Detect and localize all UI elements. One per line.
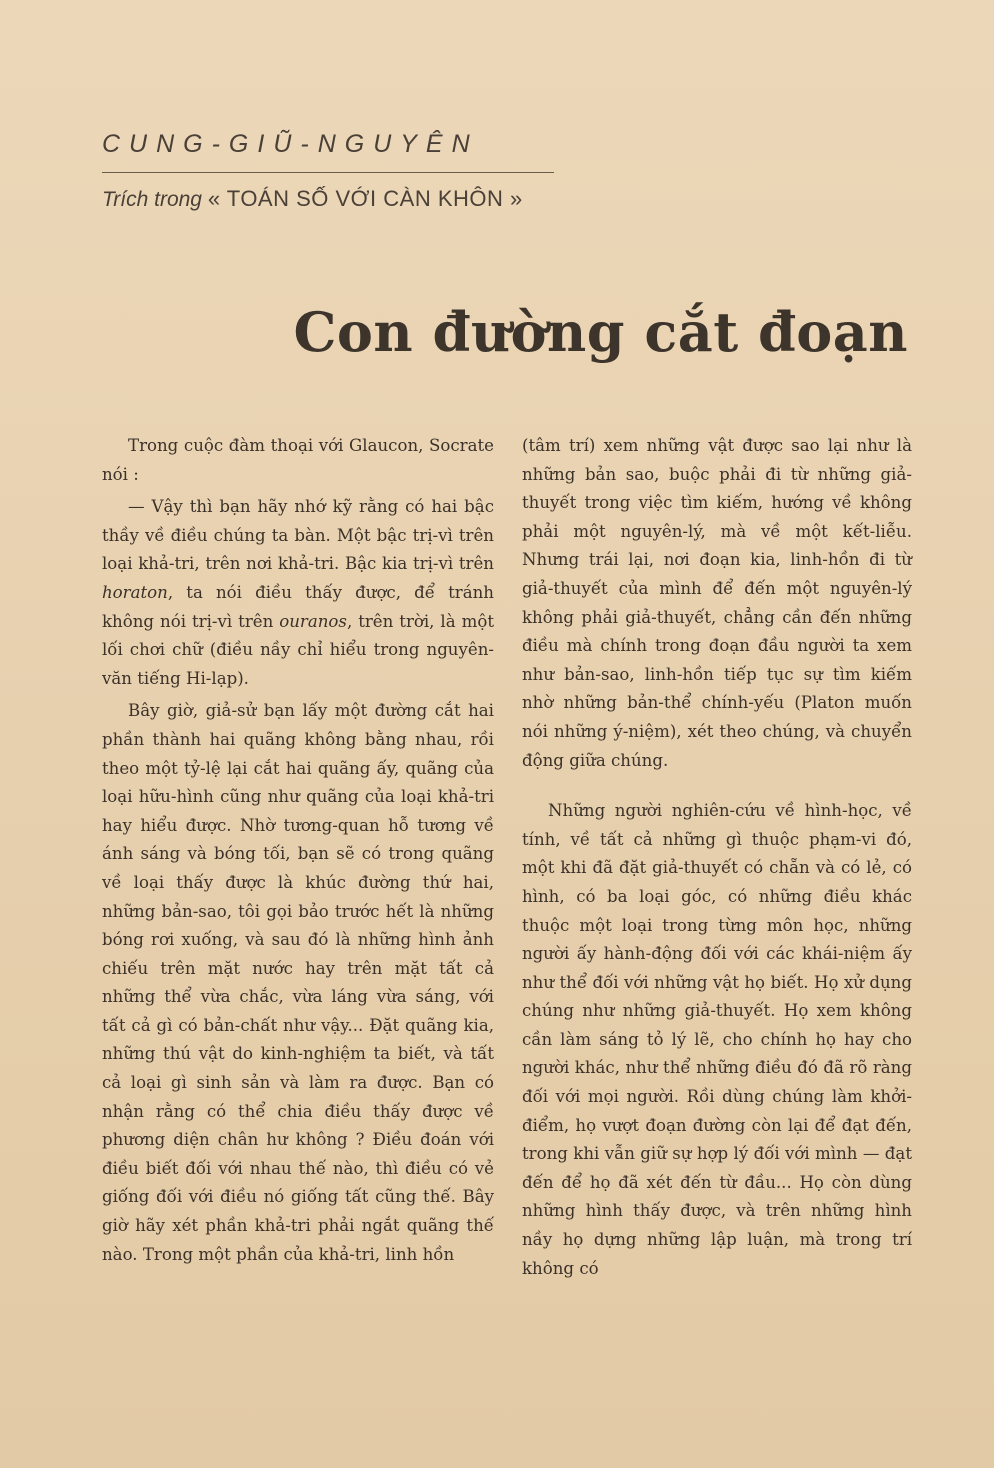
paragraph: Những người nghiên-cứu về hình-học, về tính, về tất cả những gì thuộc phạm-vi đó, một khi đã đặt giả-thuyết có chẵn và có lẻ, có hình, có ba loại góc, có những điều khác thuộc một loại trong từng môn học, những người ấy hành-động đối với các khái-niệm ấy như thể đối với những vật họ biết. Họ xử dụng chúng như những giả-thuyết. Họ xem không cần làm sáng tỏ lý lẽ, cho chính họ hay cho người khác, như thể những điều đó đã rõ ràng đối với mọi người. Rồi dùng chúng làm khởi-điểm, họ vượt đoạn đường còn lại để đạt đến, trong khi vẫn giữ sự hợp lý đối với mình — đạt đến để họ đã xét đến từ đầu... Họ còn dùng những hình thấy được, và trên những hình nầy họ dựng những lập luận, mà trong trí không có (522, 801, 912, 1278)
text-run: — Vậy thì bạn hãy nhớ kỹ rằng có hai bậc thầy về điều chúng ta bàn. Một bậc trị-vì trên loại khả-tri, trên nơi khả-tri. Bậc kia trị-vì trên (102, 497, 494, 574)
paragraph (102, 493, 494, 693)
author-name: CUNG-GIŨ-NGUYÊN (102, 130, 479, 158)
italic-term: horaton (102, 582, 168, 602)
source-book: « TOÁN SỐ VỚI CÀN KHÔN » (207, 186, 523, 211)
header-divider (102, 172, 554, 173)
source-prefix: Trích trong (102, 188, 202, 211)
text-run: , ta nói điều thấy được, để tránh không nói trị-vì trên (102, 582, 494, 631)
italic-term: ouranos (279, 611, 347, 631)
left-column (102, 432, 494, 1273)
text-run: , trên trời, là một lối chơi chữ (điều nầy chỉ hiểu trong nguyên-văn tiếng Hi-lạp). (102, 611, 494, 688)
source-line (102, 186, 523, 212)
paragraph: Bây giờ, giả-sử bạn lấy một đường cắt hai phần thành hai quãng không bằng nhau, rồi theo một tỷ-lệ lại cắt hai quãng ấy, quãng của loại hữu-hình cũng như quãng của loại khả-tri hay hiểu được. Nhờ tương-quan hỗ tương về ánh sáng và bóng tối, bạn sẽ có trong quãng về loại thấy được là khúc đường thứ hai, những bản-sao, tôi gọi bảo trước hết là những bóng rơi xuống, và sau đó là những hình ảnh chiếu trên mặt nước hay trên mặt tất cả những thể vừa chắc, vừa láng vừa sáng, với tất cả gì có bản-chất như vậy... Đặt quãng kia, những thú vật do kinh-nghiệm ta biết, và tất cả loại gì sinh sản và làm ra được. Bạn có nhận rằng có thể chia điều thấy được về phương diện chân hư không ? Điều đoán với điều biết đối với nhau thế nào, thì điều có vẻ giống đối với điều nó giống tất cũng thế. Bây giờ hãy xét phần khả-tri phải ngắt quãng thế nào. Trong một phần của khả-tri, linh hồn (102, 701, 494, 1264)
paragraph: (tâm trí) xem những vật được sao lại như là những bản sao, buộc phải đi từ những giả-thuyết trong việc tìm kiếm, hướng về không phải một nguyên-lý, mà về một kết-liễu. Nhưng trái lại, nơi đoạn kia, linh-hồn đi từ giả-thuyết của mình để đến một nguyên-lý không phải giả-thuyết, chẳng cần đến những điều mà chính trong đoạn đầu người ta xem như bản-sao, linh-hồn tiếp tục sự tìm kiếm nhờ những bản-thể chính-yếu (Platon muốn nói những ý-niệm), xét theo chúng, và chuyển động giữa chúng. (522, 436, 912, 770)
paragraph: Trong cuộc đàm thoại với Glaucon, Socrate nói : (102, 436, 494, 484)
article-title: Con đường cắt đoạn (293, 300, 908, 364)
right-column (522, 432, 912, 1287)
